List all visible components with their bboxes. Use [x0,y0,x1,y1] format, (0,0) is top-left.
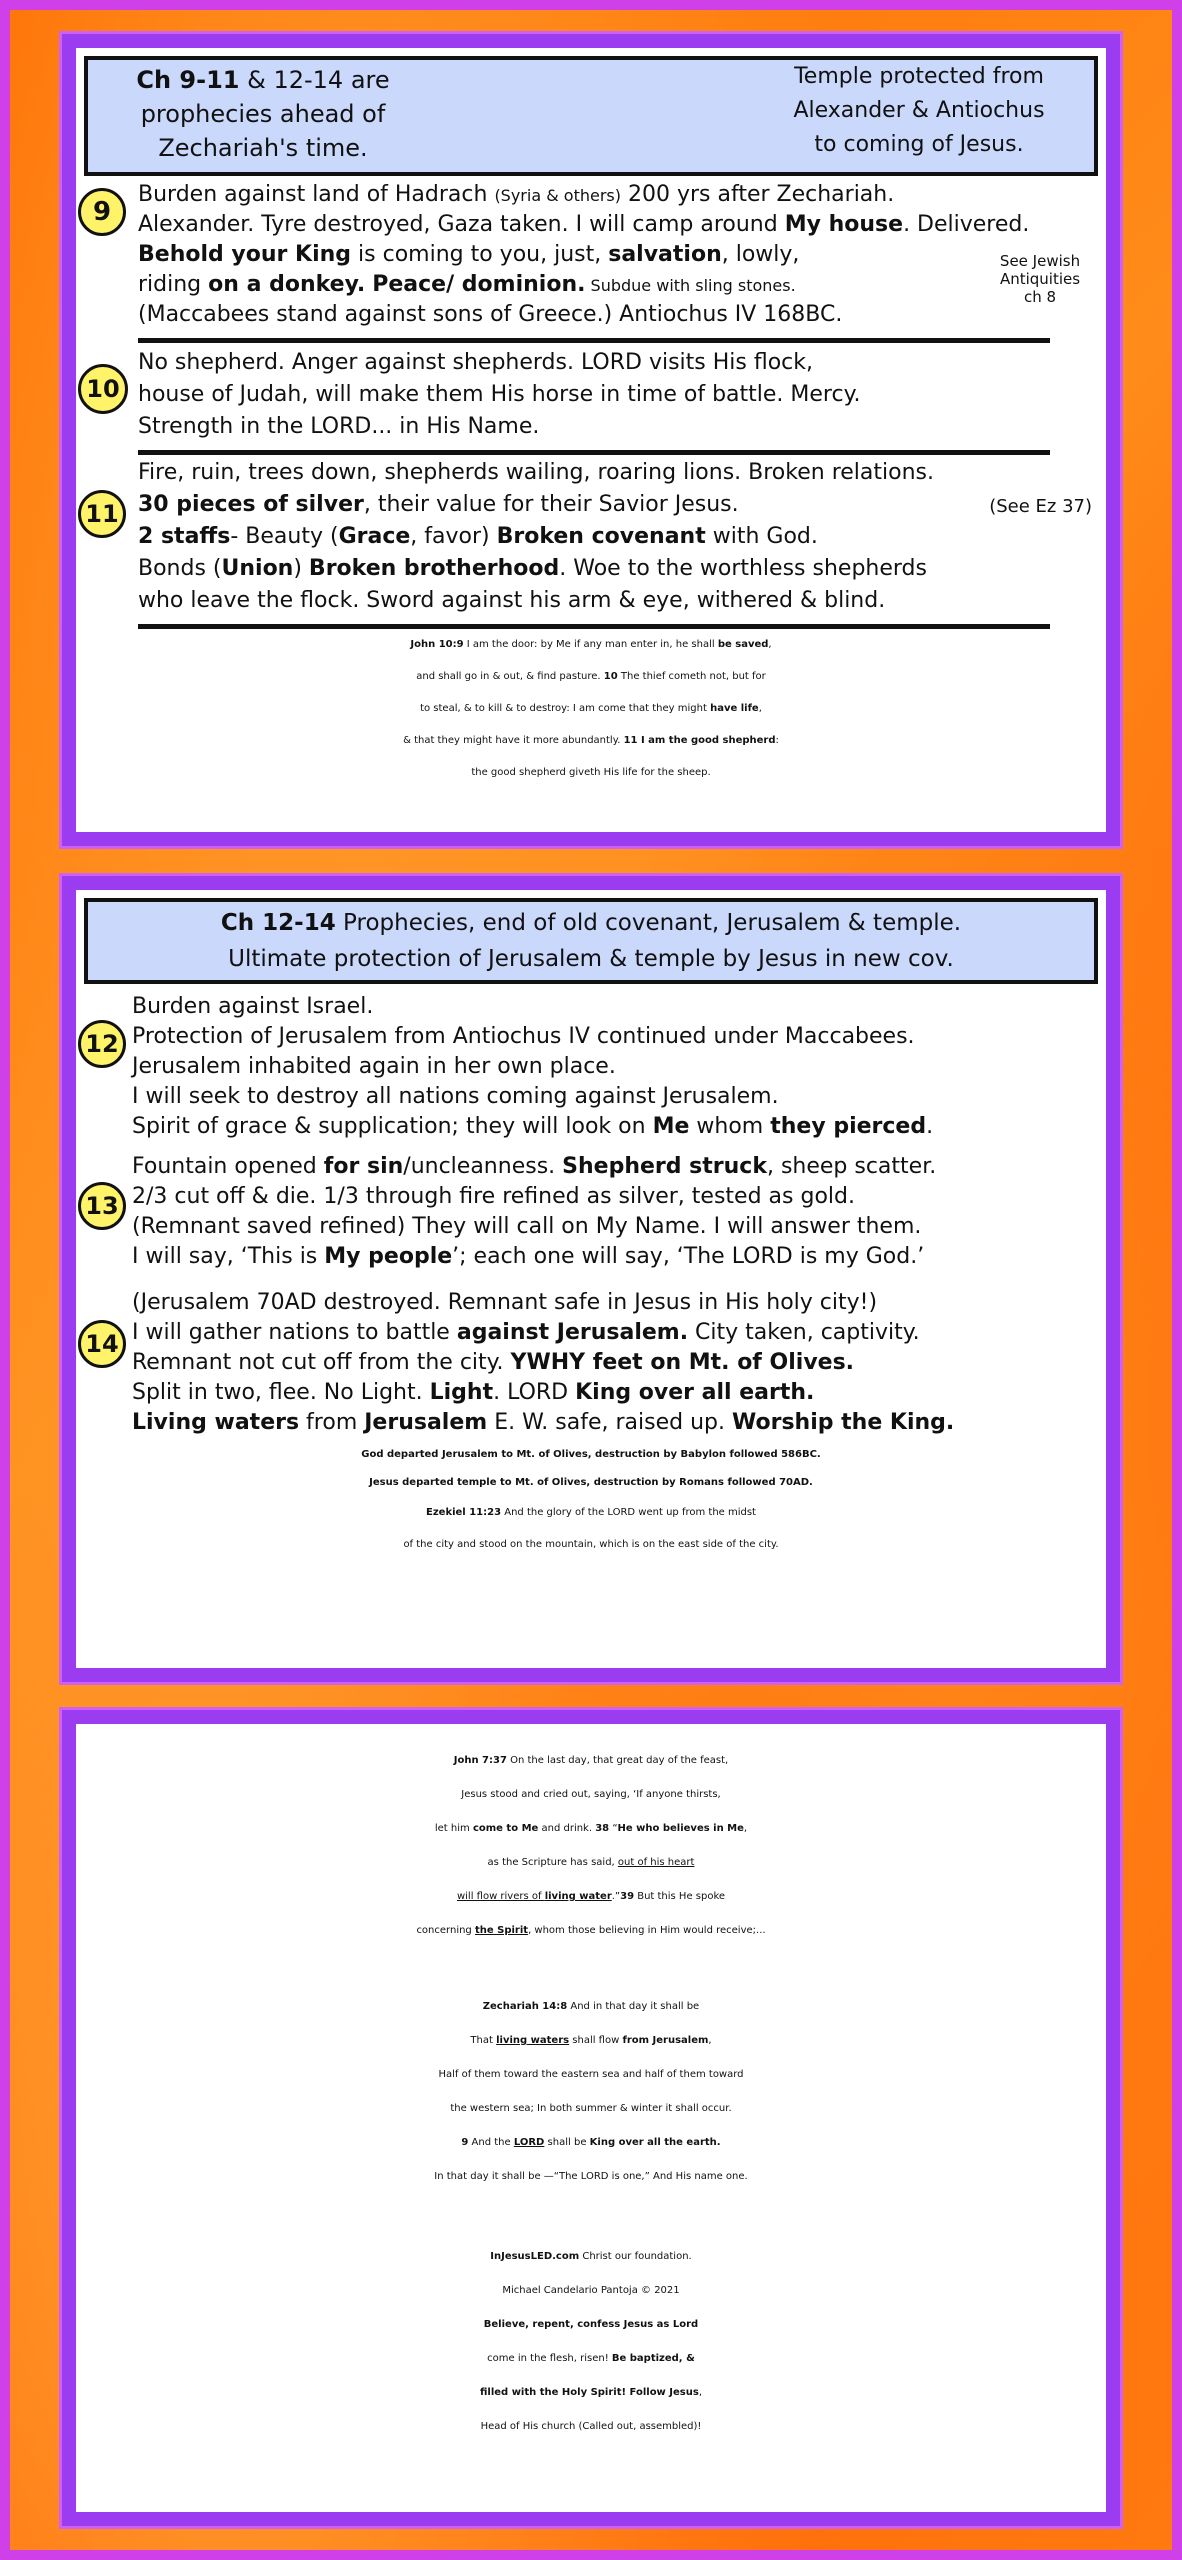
divider-11-john [138,624,1050,629]
header-left-line1: Ch 9-11 & 12-14 are [136,66,390,94]
zech14-line3: Half of them toward the eastern sea and half of them toward [438,2069,744,2080]
chapter-13-badge: 13 [78,1182,126,1230]
ch11-line2: 30 pieces of silver, their value for their Savior Jesus. [138,492,739,517]
divider-10-11 [138,450,1050,455]
ch10-line1: No shepherd. Anger against shepherds. LORD visits His flock, [138,350,814,375]
john7-line1: John 7:37 On the last day, that great day of the feast, [453,1755,729,1766]
header-left-line3: Zechariah's time. [158,134,368,162]
header-left-line2: prophecies ahead of [140,100,386,128]
header-ch12-line2: Ultimate protection of Jerusalem & temple by Jesus in new cov. [228,946,954,972]
ch12-line1: Burden against Israel. [132,994,374,1019]
ch9-side-note-2: Antiquities [999,270,1081,288]
header-ch12-line1: Ch 12-14 Prophecies, end of old covenant, Jerusalem & temple. [220,910,962,936]
panel-zechariah-9-11 [62,34,1120,846]
ch14-line3: Remnant not cut off from the city. YWHY feet on Mt. of Olives. [132,1350,855,1375]
panel-living-waters [62,1710,1120,2526]
ch14-line5: Living waters from Jerusalem E. W. safe, raised up. Worship the King. [132,1410,955,1435]
john10-line4: & that they might have it more abundantly. 11 I am the good shepherd: [403,735,779,746]
ch13-line3: (Remnant saved refined) They will call on My Name. I will answer them. [132,1214,922,1239]
john10-line5: the good shepherd giveth His life for the sheep. [471,767,711,778]
ch9-line4: riding on a donkey. Peace/ dominion. Subdue with sling stones. [138,272,796,297]
ch9-line2: Alexander. Tyre destroyed, Gaza taken. I will camp around My house. Delivered. [138,212,1030,237]
john7-line4: as the Scripture has said, out of his heart [487,1857,695,1868]
zech14-line4: the western sea; In both summer & winter it shall occur. [450,2103,732,2114]
ch9-line3: Behold your King is coming to you, just, salvation, lowly, [138,242,800,267]
ezekiel-line2: of the city and stood on the mountain, which is on the east side of the city. [403,1539,779,1550]
god-departed-line: God departed Jerusalem to Mt. of Olives, destruction by Babylon followed 586BC. [361,1449,821,1460]
ch11-line3: 2 staffs- Beauty (Grace, favor) Broken covenant with God. [138,524,818,549]
ch11-line5: who leave the flock. Sword against his arm & eye, withered & blind. [138,588,886,613]
chapter-12-badge: 12 [78,1020,126,1068]
ezekiel-line1: Ezekiel 11:23 And the glory of the LORD went up from the midst [426,1507,756,1518]
jesus-departed-line: Jesus departed temple to Mt. of Olives, destruction by Romans followed 70AD. [369,1477,813,1488]
footer-line1: InJesusLED.com Christ our foundation. [490,2251,692,2262]
header-box-ch12-14 [84,898,1098,984]
john10-line3: to steal, & to kill & to destroy: I am come that they might have life, [420,703,762,714]
chapter-11-badge: 11 [78,490,126,538]
zech14-line6: In that day it shall be —“The LORD is one,” And His name one. [434,2171,748,2182]
footer-copyright: Michael Candelario Pantoja © 2021 [502,2285,680,2296]
ch9-line5: (Maccabees stand against sons of Greece.) Antiochus IV 168BC. [138,302,843,327]
panel-zechariah-12-14 [62,876,1120,1682]
ch12-line5: Spirit of grace & supplication; they will look on Me whom they pierced. [132,1114,934,1139]
john7-line6: concerning the Spirit, whom those believing in Him would receive;... [416,1925,766,1936]
header-right-line3: to coming of Jesus. [814,132,1024,157]
ch14-line4: Split in two, flee. No Light. Light. LORD King over all earth. [132,1380,815,1405]
ch11-line4: Bonds (Union) Broken brotherhood. Woe to the worthless shepherds [138,556,927,581]
ch9-side-note-3: ch 8 [1023,288,1057,306]
john7-line3: let him come to Me and drink. 38 “He who believes in Me, [434,1823,748,1834]
footer-line3: Believe, repent, confess Jesus as Lord [483,2319,699,2330]
header-right-line2: Alexander & Antiochus [793,98,1045,123]
ch11-line1: Fire, ruin, trees down, shepherds wailing, roaring lions. Broken relations. [138,460,934,485]
footer-line4: come in the flesh, risen! Be baptized, & [487,2353,695,2364]
ch14-line2: I will gather nations to battle against Jerusalem. City taken, captivity. [132,1320,920,1345]
ch9-line1: Burden against land of Hadrach (Syria & others) 200 yrs after Zechariah. [138,182,895,207]
chapter-10-badge: 10 [78,364,128,414]
zech14-line2: That living waters shall flow from Jerusalem, [470,2035,712,2046]
ch14-line1: (Jerusalem 70AD destroyed. Remnant safe in Jesus in His holy city!) [132,1290,878,1315]
ch12-line3: Jerusalem inhabited again in her own place. [132,1054,616,1079]
john7-line5: will flow rivers of living water.”39 But this He spoke [456,1891,726,1902]
footer-line5: filled with the Holy Spirit! Follow Jesus, [480,2387,702,2398]
john10-line1: John 10:9 I am the door: by Me if any man enter in, he shall be saved, [410,639,772,650]
chapter-9-badge: 9 [78,188,126,236]
footer-line6: Head of His church (Called out, assembled)! [480,2421,702,2432]
header-box-ch9-11 [84,56,1098,176]
ch10-line2: house of Judah, will make them His horse in time of battle. Mercy. [138,382,861,407]
divider-9-10 [138,338,1050,343]
ch12-line4: I will seek to destroy all nations coming against Jerusalem. [132,1084,779,1109]
ch13-line4: I will say, ‘This is My people’; each one will say, ‘The LORD is my God.’ [132,1244,925,1269]
zech14-line1: Zechariah 14:8 And in that day it shall be [482,2001,700,2012]
ch13-line2: 2/3 cut off & die. 1/3 through fire refined as silver, tested as gold. [132,1184,855,1209]
ch10-line3: Strength in the LORD... in His Name. [138,414,540,439]
ch12-line2: Protection of Jerusalem from Antiochus IV continued under Maccabees. [132,1024,915,1049]
john7-line2: Jesus stood and cried out, saying, ‘If anyone thirsts, [461,1789,721,1800]
header-right-line1: Temple protected from [794,64,1044,89]
ch9-side-note-1: See Jewish [999,252,1081,270]
chapter-14-badge: 14 [78,1320,126,1368]
john10-line2: and shall go in & out, & find pasture. 10 The thief cometh not, but for [416,671,766,682]
ch11-ez-reference: (See Ez 37) [989,496,1092,517]
zech14-line5: 9 And the LORD shall be King over all the earth. [461,2137,721,2148]
ch13-line1: Fountain opened for sin/uncleanness. Shepherd struck, sheep scatter. [132,1154,937,1179]
